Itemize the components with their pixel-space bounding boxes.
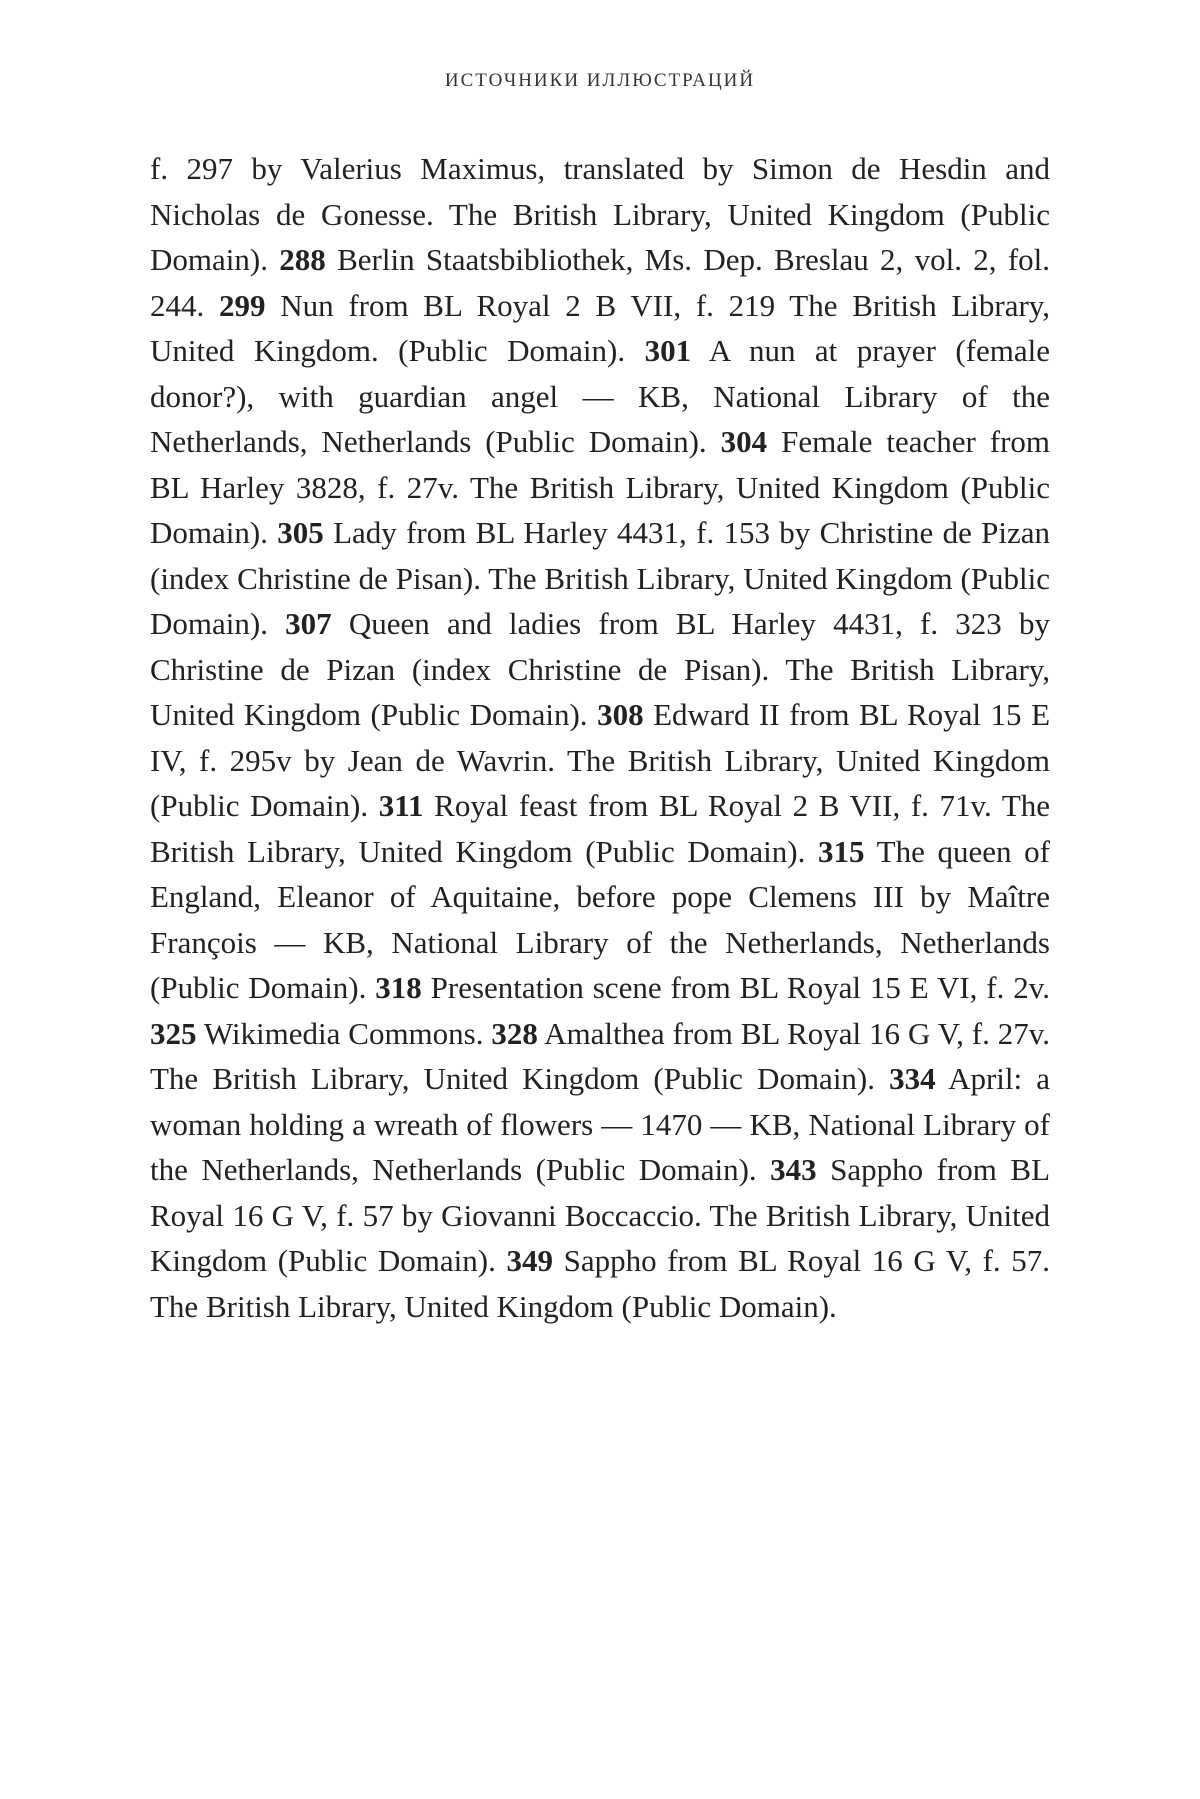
credit-page-number: 334	[889, 1061, 936, 1096]
credit-page-number: 315	[818, 833, 865, 869]
credit-text: Sappho from BL Royal 16 G V, f. 57. The British Library, United Kingdom (Public Domain).	[150, 1243, 1051, 1324]
credit-page-number: 304	[720, 424, 768, 459]
credit-page-number: 349	[506, 1243, 553, 1278]
credit-page-number: 343	[770, 1152, 817, 1187]
credit-text: The queen of England, Eleanor of Aquitaine, before pope Clemens III by Maître François — KB, National Library of the Netherlands, Netherlands (Public Domain).	[150, 833, 1051, 1005]
credit-text: Sappho from BL Royal 16 G V, f. 57 by Giovanni Boccaccio. The British Library, United Kingdom (Public Domain).	[150, 1152, 1051, 1278]
credit-page-number: 325	[150, 1015, 197, 1051]
credit-text: f. 297 by Valerius Maximus, translated by Simon de Hesdin and Nicholas de Gonesse. The British Library, United Kingdom (Public Domain).	[150, 151, 1050, 277]
credit-text: Edward II from BL Royal 15 E IV, f. 295v by Jean de Wavrin. The British Library, United Kingdom (Public Domain).	[150, 697, 1051, 823]
credit-text: Wikimedia Commons.	[203, 1015, 484, 1051]
credit-page-number: 299	[218, 287, 266, 323]
credit-page-number: 305	[277, 515, 324, 550]
running-header: ИСТОЧНИКИ ИЛЛЮСТРАЦИЙ	[444, 70, 756, 91]
credit-page-number: 311	[378, 788, 424, 823]
credit-page-number: 318	[375, 970, 422, 1005]
credit-text: Queen and ladies from BL Harley 4431, f. 323 by Christine de Pizan (index Christine de Pisan). The British Library, United Kingdom (Public Domain).	[150, 606, 1050, 732]
credit-text: Amalthea from BL Royal 16 G V, f. 27v. The British Library, United Kingdom (Public Domain).	[150, 1015, 1050, 1096]
credit-page-number: 307	[285, 606, 332, 641]
credit-text: Female teacher from BL Harley 3828, f. 27v. The British Library, United Kingdom (Public Domain).	[150, 424, 1051, 550]
credit-text: Nun from BL Royal 2 B VII, f. 219 The British Library, United Kingdom. (Public Domain).	[150, 287, 1051, 368]
credit-text: A nun at prayer (female donor?), with guardian angel — KB, National Library of the Netherlands, Netherlands (Public Domain).	[150, 333, 1050, 459]
credit-text: Presentation scene from BL Royal 15 E VI, f. 2v.	[430, 970, 1050, 1005]
credit-page-number: 288	[279, 242, 326, 277]
credit-text: April: a woman holding a wreath of flowers — 1470 — KB, National Library of the Netherlands, Netherlands (Public Domain).	[150, 1061, 1050, 1187]
credit-page-number: 308	[597, 697, 644, 732]
credit-text: Royal feast from BL Royal 2 B VII, f. 71v. The British Library, United Kingdom (Public Domain).	[150, 788, 1051, 869]
credit-text: Lady from BL Harley 4431, f. 153 by Christine de Pizan (index Christine de Pisan). The British Library, United Kingdom (Public Domain).	[150, 515, 1051, 641]
credit-page-number: 301	[644, 333, 692, 368]
credit-text: Berlin Staatsbibliothek, Ms. Dep. Breslau 2, vol. 2, fol. 244.	[150, 242, 1051, 323]
illustration-credits-text	[150, 146, 1050, 1329]
credit-page-number: 328	[491, 1015, 538, 1051]
